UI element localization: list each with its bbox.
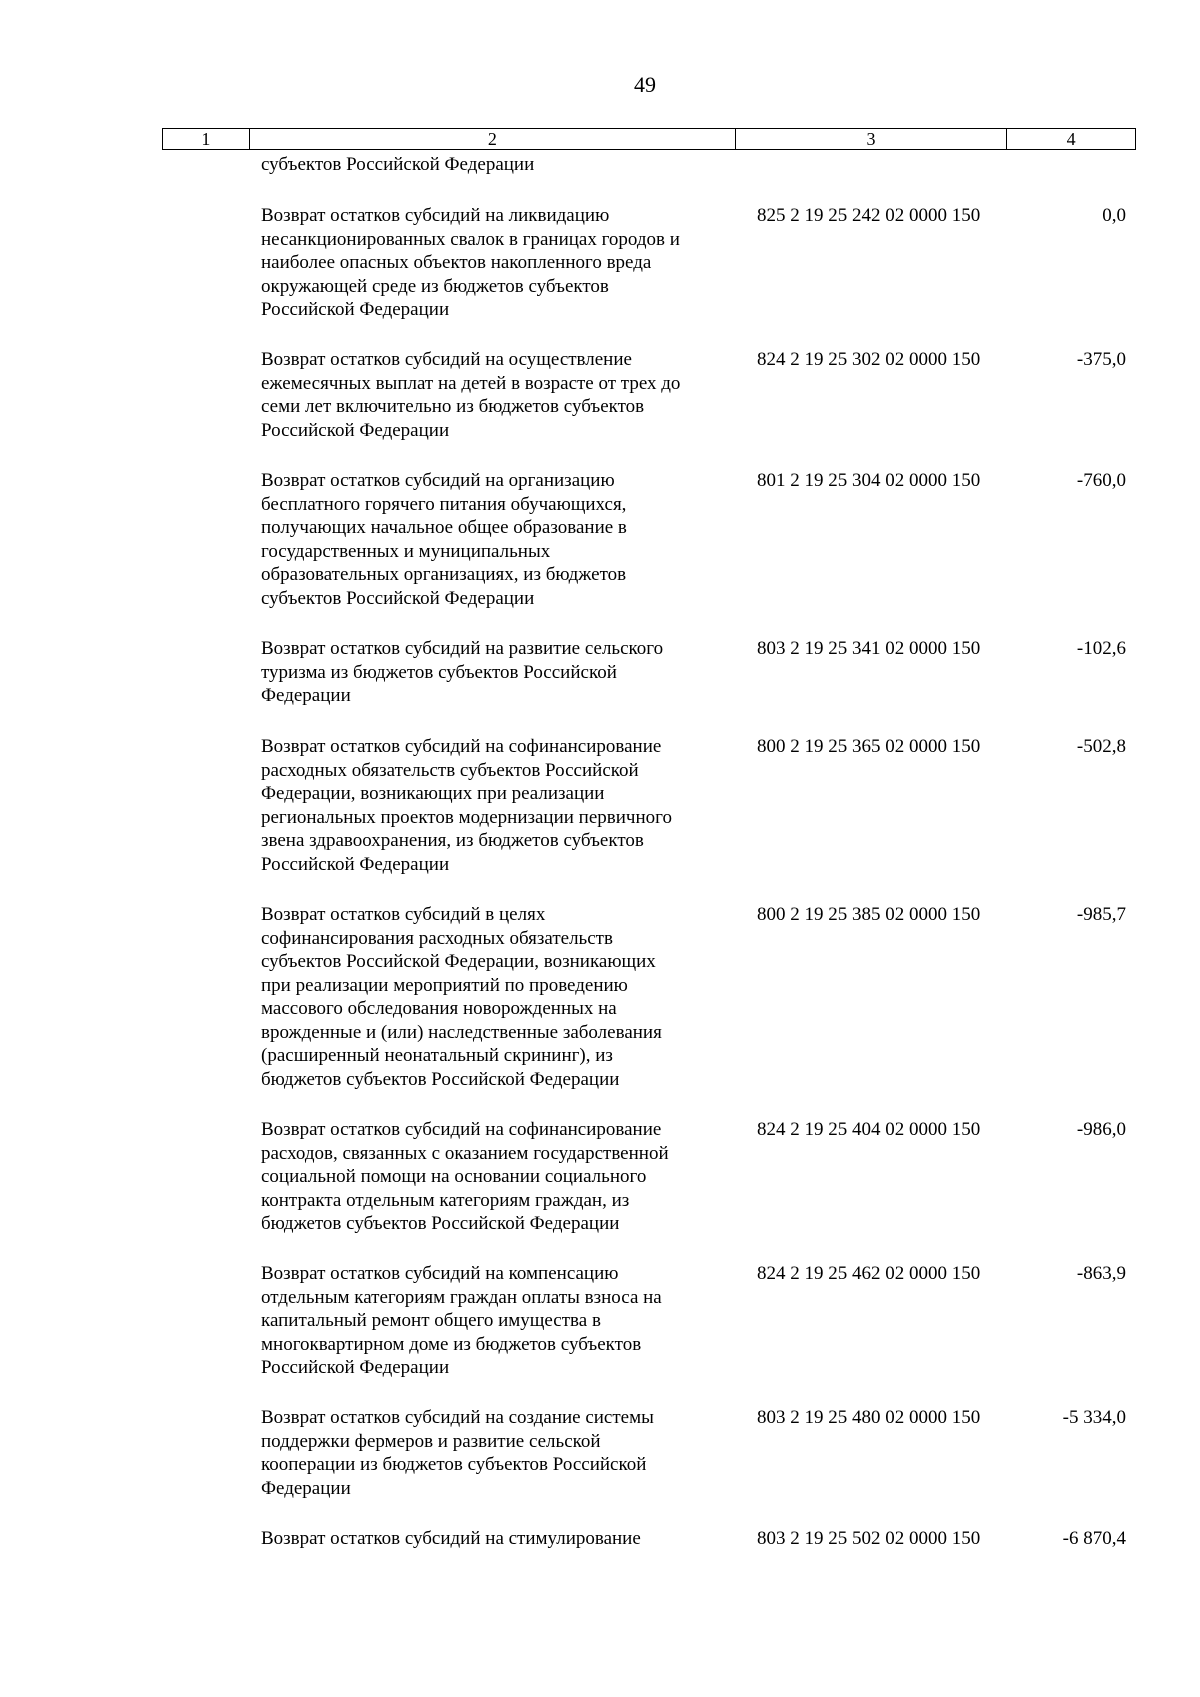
table-header-col-4: 4 bbox=[1066, 129, 1076, 149]
table-header-col-1: 1 bbox=[163, 129, 250, 149]
row-amount: -6 870,4 bbox=[1062, 1528, 1126, 1549]
row-code: 825 2 19 25 242 02 0000 150 bbox=[757, 205, 981, 226]
page-number: 49 bbox=[634, 72, 656, 97]
row-code: 800 2 19 25 365 02 0000 150 bbox=[757, 736, 981, 757]
row-amount: -375,0 bbox=[1076, 349, 1126, 370]
table-header-col-3: 3 bbox=[736, 129, 1007, 149]
row-amount: -985,7 bbox=[1076, 904, 1126, 925]
row-code: 824 2 19 25 302 02 0000 150 bbox=[757, 349, 981, 370]
row-amount: -986,0 bbox=[1076, 1119, 1126, 1140]
row-amount: -863,9 bbox=[1076, 1263, 1126, 1284]
row-description: Возврат остатков субсидий на стимулирование bbox=[261, 1528, 641, 1549]
row-description: Возврат остатков субсидий в целях софинансирования расходных обязательств субъектов Российской Федерации, возникающих при реализации мероприятий по проведению массового обследования новорожденных на врожденные и (или) наследственные заболевания (расширенный неонатальный скрининг), из бюджетов субъектов Российской Федерации bbox=[261, 904, 662, 1090]
row-code: 801 2 19 25 304 02 0000 150 bbox=[757, 470, 981, 491]
continuation-text: субъектов Российской Федерации bbox=[261, 154, 535, 175]
table-header-col-2: 2 bbox=[250, 129, 736, 149]
row-description: Возврат остатков субсидий на организацию бесплатного горячего питания обучающихся, получающих начальное общее образование в государственных и муниципальных образовательных организациях, из бюджетов субъектов Российской Федерации bbox=[261, 470, 627, 609]
row-code: 803 2 19 25 502 02 0000 150 bbox=[757, 1528, 981, 1549]
row-amount: -5 334,0 bbox=[1062, 1407, 1126, 1428]
row-description: Возврат остатков субсидий на компенсацию отдельным категориям граждан оплаты взноса на капитальный ремонт общего имущества в многоквартирном доме из бюджетов субъектов Российской Федерации bbox=[261, 1263, 662, 1378]
row-code: 824 2 19 25 462 02 0000 150 bbox=[757, 1263, 981, 1284]
row-description: Возврат остатков субсидий на развитие сельского туризма из бюджетов субъектов Российской Федерации bbox=[261, 638, 664, 706]
row-code: 824 2 19 25 404 02 0000 150 bbox=[757, 1119, 981, 1140]
row-amount: -502,8 bbox=[1076, 736, 1126, 757]
row-description: Возврат остатков субсидий на ликвидацию несанкционированных свалок в границах городов и наиболее опасных объектов накопленного вреда окружающей среде из бюджетов субъектов Российской Федерации bbox=[261, 205, 680, 320]
row-description: Возврат остатков субсидий на софинансирование расходных обязательств субъектов Российской Федерации, возникающих при реализации региональных проектов модернизации первичного звена здравоохранения, из бюджетов субъектов Российской Федерации bbox=[261, 736, 672, 875]
row-description: Возврат остатков субсидий на создание системы поддержки фермеров и развитие сельской кооперации из бюджетов субъектов Российской Федерации bbox=[261, 1407, 654, 1499]
row-code: 800 2 19 25 385 02 0000 150 bbox=[757, 904, 981, 925]
table-header-row bbox=[162, 128, 1136, 150]
row-description: Возврат остатков субсидий на софинансирование расходов, связанных с оказанием государственной социальной помощи на основании социального контракта отдельным категориям граждан, из бюджетов субъектов Российской Федерации bbox=[261, 1119, 669, 1234]
row-description: Возврат остатков субсидий на осуществление ежемесячных выплат на детей в возрасте от трех до семи лет включительно из бюджетов субъектов Российской Федерации bbox=[261, 349, 681, 441]
row-amount: 0,0 bbox=[1102, 205, 1126, 226]
row-code: 803 2 19 25 480 02 0000 150 bbox=[757, 1407, 981, 1428]
row-amount: -102,6 bbox=[1076, 638, 1126, 659]
row-amount: -760,0 bbox=[1076, 470, 1126, 491]
row-code: 803 2 19 25 341 02 0000 150 bbox=[757, 638, 981, 659]
